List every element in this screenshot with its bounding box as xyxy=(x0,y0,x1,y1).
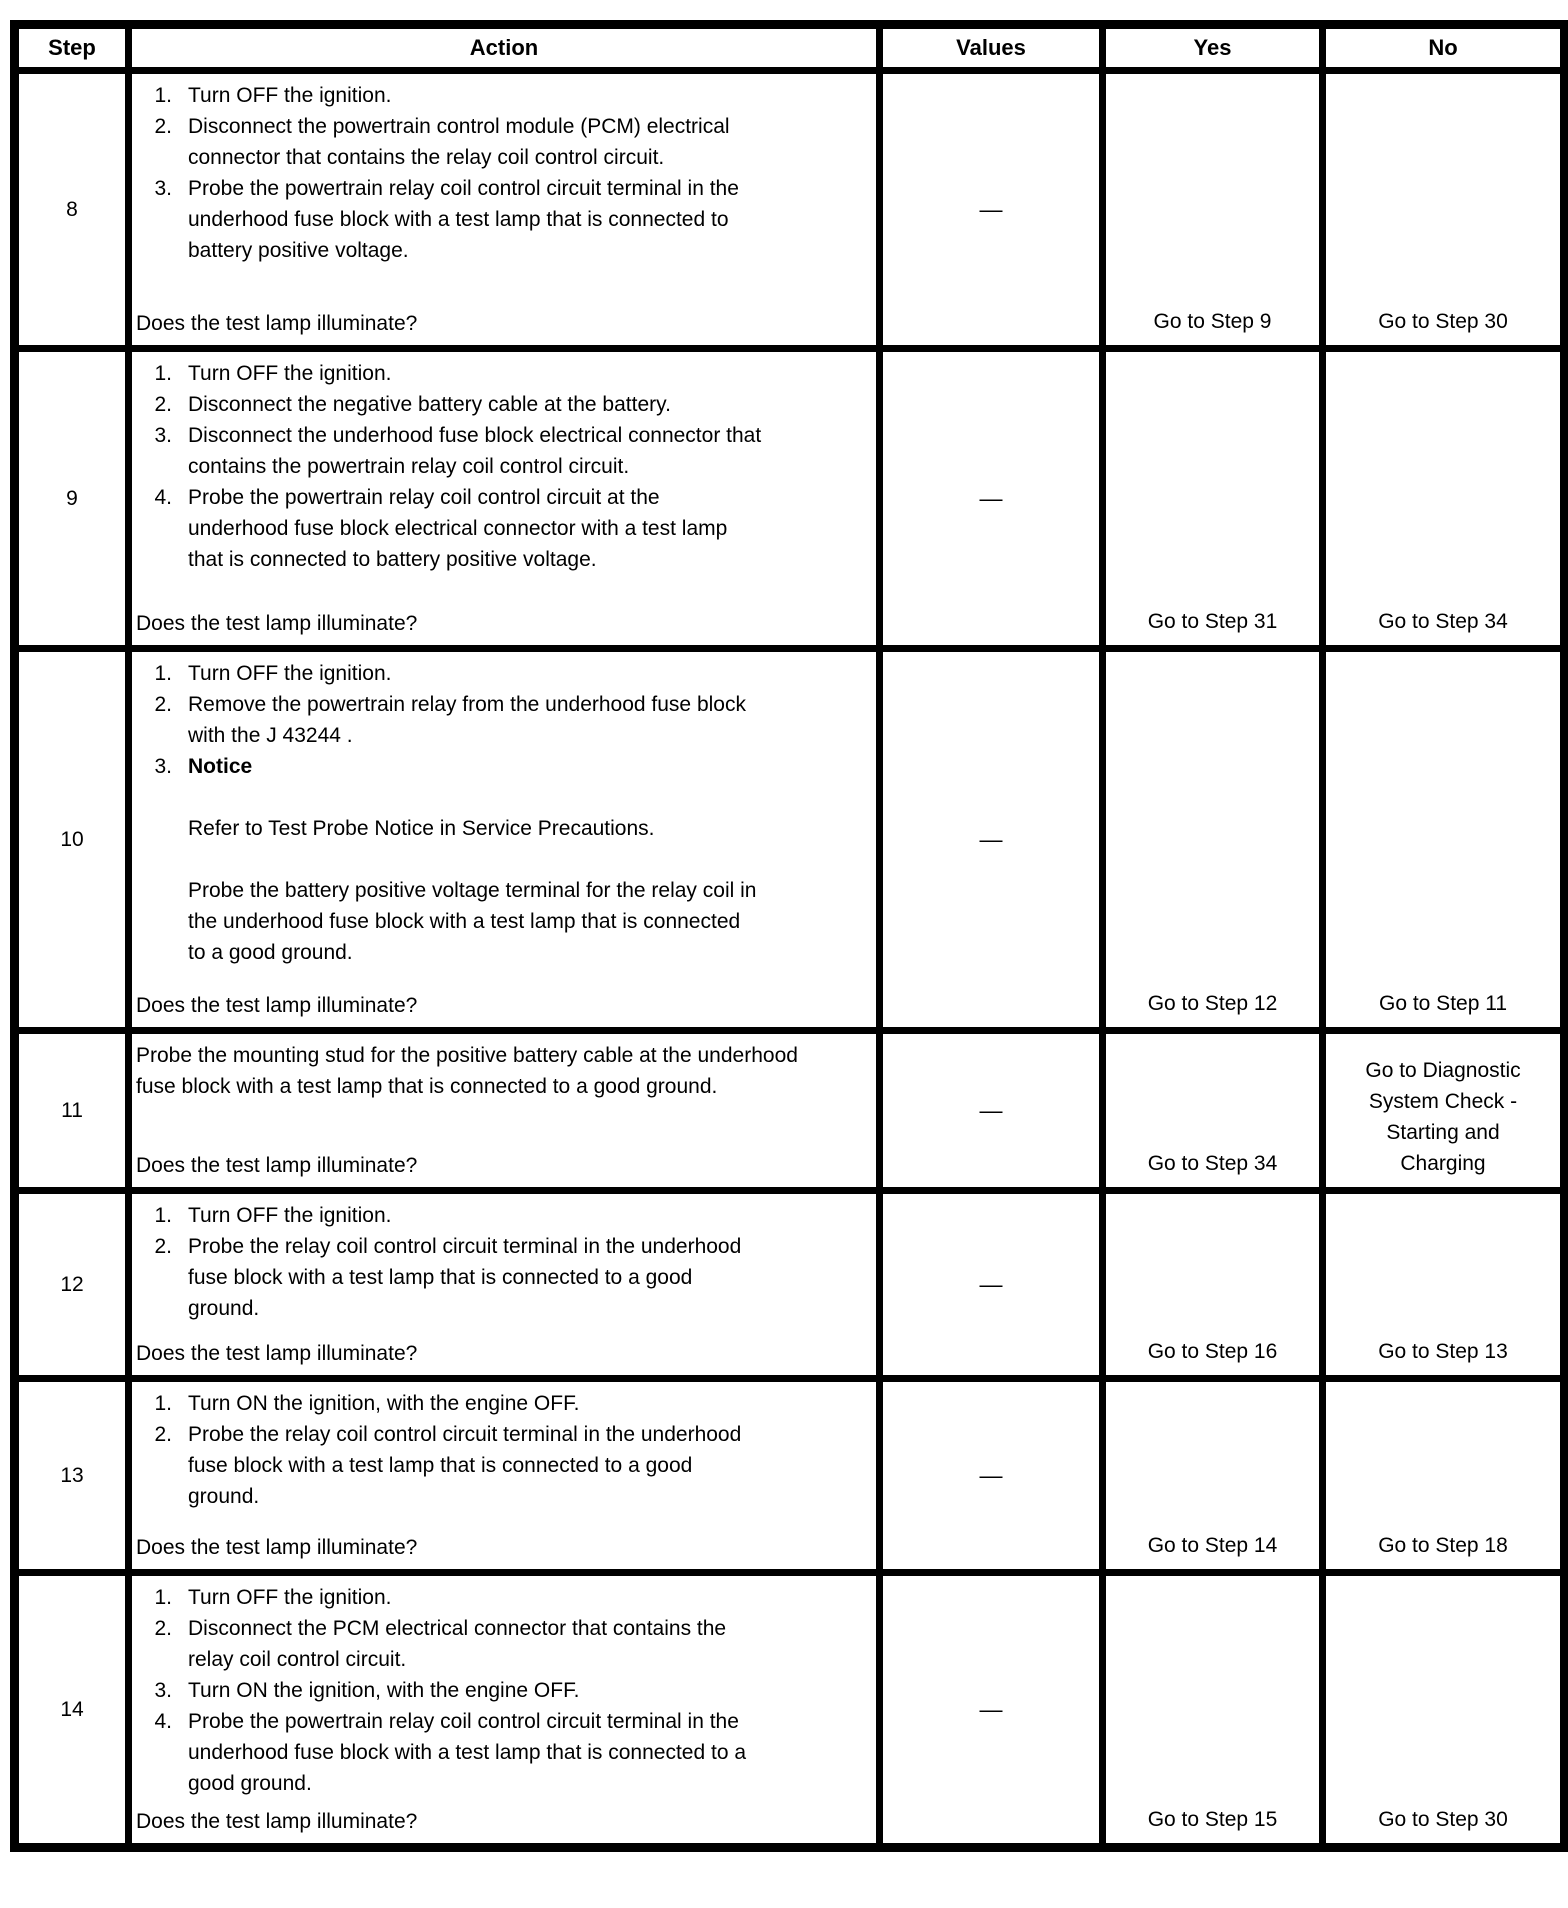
table-header xyxy=(15,25,1565,71)
values-cell: — xyxy=(880,71,1103,349)
item-number: 2. xyxy=(154,115,172,138)
action-cell xyxy=(129,71,880,349)
item-text: Disconnect the underhood fuse block electrical connector that contains the powertrain relay coil control circuit. xyxy=(188,424,762,478)
action-paragraph: Refer to Test Probe Notice in Service Precautions. xyxy=(188,817,655,840)
no-cell: Go to Step 18 xyxy=(1323,1379,1565,1573)
action-step-item xyxy=(136,80,872,111)
item-text: Probe the relay coil control circuit terminal in the underhood fuse block with a test lamp that is connected to a good ground. xyxy=(188,1423,742,1508)
values-cell: — xyxy=(880,349,1103,649)
table-row xyxy=(15,349,1565,649)
action-step-item xyxy=(136,1231,872,1324)
action-step-item xyxy=(136,1200,872,1231)
step-number: 13 xyxy=(15,1379,129,1573)
action-step-item xyxy=(136,1613,872,1675)
item-text: Probe the relay coil control circuit terminal in the underhood fuse block with a test lamp that is connected to a good ground. xyxy=(188,1235,742,1320)
item-number: 2. xyxy=(154,1617,172,1640)
action-cell xyxy=(129,1573,880,1848)
item-number: 2. xyxy=(154,1235,172,1258)
action-step-item xyxy=(136,1419,872,1512)
item-number: 2. xyxy=(154,393,172,416)
action-step-item xyxy=(136,420,872,482)
table-row xyxy=(15,1191,1565,1379)
item-text: Disconnect the powertrain control module (PCM) electrical connector that contains the relay coil control circuit. xyxy=(188,115,730,169)
action-step-item xyxy=(136,1675,872,1706)
item-number: 1. xyxy=(154,362,172,385)
item-text: Probe the powertrain relay coil control circuit terminal in the underhood fuse block with a test lamp that is connected to a good ground. xyxy=(188,1710,747,1795)
item-text: Turn OFF the ignition. xyxy=(188,362,392,385)
column-header-action: Action xyxy=(129,25,880,71)
step-number: 8 xyxy=(15,71,129,349)
table-row xyxy=(15,1379,1565,1573)
action-steps-list xyxy=(136,1582,872,1799)
item-text: Turn ON the ignition, with the engine OFF. xyxy=(188,1679,580,1702)
table-body xyxy=(15,71,1565,1848)
step-number: 14 xyxy=(15,1573,129,1848)
action-step-item xyxy=(136,1388,872,1419)
item-number: 1. xyxy=(154,84,172,107)
step-number: 10 xyxy=(15,649,129,1031)
yes-cell: Go to Step 9 xyxy=(1103,71,1323,349)
action-step-item xyxy=(136,389,872,420)
item-text: Notice xyxy=(188,755,253,778)
question-text: Does the test lamp illuminate? xyxy=(136,1342,418,1365)
item-number: 3. xyxy=(154,424,172,447)
item-text: Probe the powertrain relay coil control circuit at the underhood fuse block electrical connector with a test lamp that is connected to battery positive voltage. xyxy=(188,486,728,571)
no-cell: Go to Diagnostic System Check - Starting and Charging xyxy=(1323,1031,1565,1191)
no-cell: Go to Step 11 xyxy=(1323,649,1565,1031)
action-step-item xyxy=(136,1706,872,1799)
no-cell: Go to Step 13 xyxy=(1323,1191,1565,1379)
item-number: 3. xyxy=(154,755,172,778)
no-cell: Go to Step 30 xyxy=(1323,71,1565,349)
question-text: Does the test lamp illuminate? xyxy=(136,1810,418,1833)
action-step-item xyxy=(136,358,872,389)
action-steps-list xyxy=(136,1388,872,1512)
yes-cell: Go to Step 16 xyxy=(1103,1191,1323,1379)
item-number: 1. xyxy=(154,1204,172,1227)
no-cell: Go to Step 34 xyxy=(1323,349,1565,649)
action-steps-list xyxy=(136,1200,872,1324)
action-cell xyxy=(129,1379,880,1573)
item-text: Turn ON the ignition, with the engine OFF. xyxy=(188,1392,580,1415)
item-text: Turn OFF the ignition. xyxy=(188,1586,392,1609)
item-number: 3. xyxy=(154,177,172,200)
action-cell xyxy=(129,1191,880,1379)
table-row xyxy=(15,1031,1565,1191)
step-number: 11 xyxy=(15,1031,129,1191)
item-number: 3. xyxy=(154,1679,172,1702)
action-step-item xyxy=(136,1582,872,1613)
table-row xyxy=(15,71,1565,349)
action-cell xyxy=(129,349,880,649)
action-step-item xyxy=(136,482,872,575)
item-number: 1. xyxy=(154,1392,172,1415)
values-cell: — xyxy=(880,1191,1103,1379)
question-text: Does the test lamp illuminate? xyxy=(136,1154,418,1177)
item-text: Remove the powertrain relay from the underhood fuse block with the J 43244 . xyxy=(188,693,746,747)
question-text: Does the test lamp illuminate? xyxy=(136,994,418,1017)
header-row xyxy=(15,25,1565,71)
column-header-no: No xyxy=(1323,25,1565,71)
item-number: 4. xyxy=(154,486,172,509)
yes-cell: Go to Step 15 xyxy=(1103,1573,1323,1848)
action-steps-list xyxy=(136,658,872,782)
item-text: Turn OFF the ignition. xyxy=(188,662,392,685)
action-step-item xyxy=(136,689,872,751)
yes-cell: Go to Step 14 xyxy=(1103,1379,1323,1573)
table-row xyxy=(15,649,1565,1031)
step-number: 9 xyxy=(15,349,129,649)
action-steps-list xyxy=(136,358,872,575)
action-step-item xyxy=(136,111,872,173)
column-header-step: Step xyxy=(15,25,129,71)
table-row xyxy=(15,1573,1565,1848)
yes-cell: Go to Step 34 xyxy=(1103,1031,1323,1191)
yes-cell: Go to Step 12 xyxy=(1103,649,1323,1031)
action-step-item xyxy=(136,751,872,782)
action-step-item xyxy=(136,173,872,266)
item-number: 4. xyxy=(154,1710,172,1733)
action-lead-text: Probe the mounting stud for the positive battery cable at the underhood fuse block with a test lamp that is connected to a good ground. xyxy=(136,1044,798,1098)
yes-cell: Go to Step 31 xyxy=(1103,349,1323,649)
values-cell: — xyxy=(880,1379,1103,1573)
item-text: Turn OFF the ignition. xyxy=(188,1204,392,1227)
diagnostic-table xyxy=(10,20,1568,1852)
item-text: Turn OFF the ignition. xyxy=(188,84,392,107)
item-text: Disconnect the negative battery cable at the battery. xyxy=(188,393,671,416)
column-header-values: Values xyxy=(880,25,1103,71)
action-paragraph: Probe the battery positive voltage terminal for the relay coil in the underhood fuse block with a test lamp that is connected to a good ground. xyxy=(188,879,757,964)
values-cell: — xyxy=(880,1031,1103,1191)
item-number: 2. xyxy=(154,1423,172,1446)
values-cell: — xyxy=(880,1573,1103,1848)
action-cell xyxy=(129,649,880,1031)
item-number: 1. xyxy=(154,662,172,685)
question-text: Does the test lamp illuminate? xyxy=(136,312,418,335)
column-header-yes: Yes xyxy=(1103,25,1323,71)
item-number: 1. xyxy=(154,1586,172,1609)
item-number: 2. xyxy=(154,693,172,716)
values-cell: — xyxy=(880,649,1103,1031)
action-step-item xyxy=(136,658,872,689)
no-cell: Go to Step 30 xyxy=(1323,1573,1565,1848)
item-text: Probe the powertrain relay coil control circuit terminal in the underhood fuse block with a test lamp that is connected to battery positive voltage. xyxy=(188,177,739,262)
question-text: Does the test lamp illuminate? xyxy=(136,1536,418,1559)
action-cell xyxy=(129,1031,880,1191)
action-steps-list xyxy=(136,80,872,266)
item-text: Disconnect the PCM electrical connector that contains the relay coil control circuit. xyxy=(188,1617,727,1671)
question-text: Does the test lamp illuminate? xyxy=(136,612,418,635)
step-number: 12 xyxy=(15,1191,129,1379)
